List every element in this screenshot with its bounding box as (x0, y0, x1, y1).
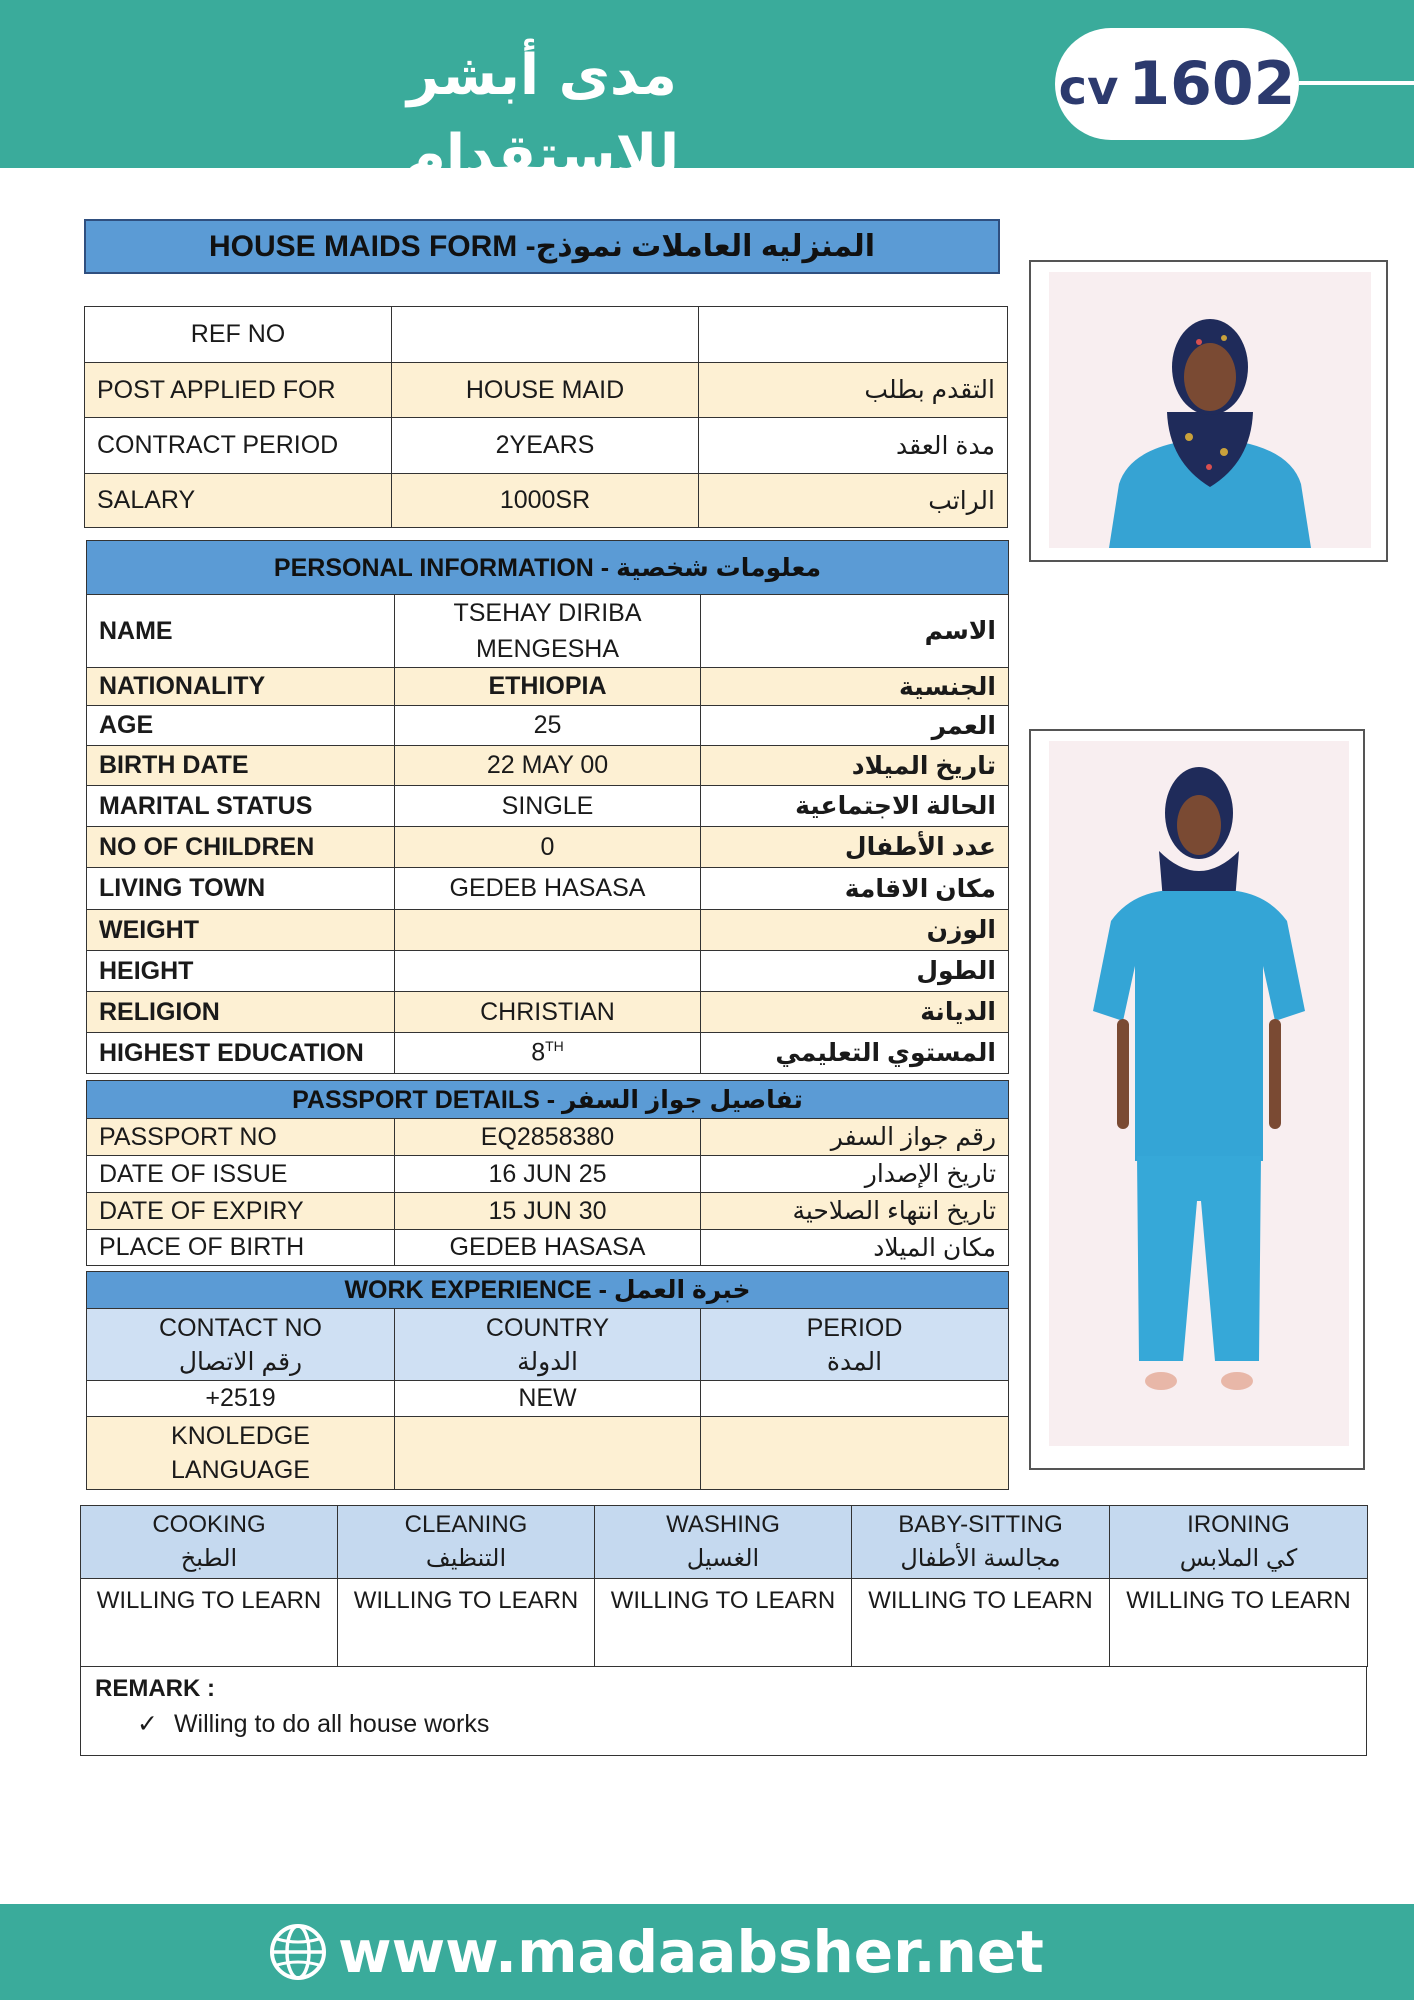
education-ar: المستوي التعليمي (701, 1033, 1009, 1074)
expiry-date-ar: تاريخ انتهاء الصلاحية (701, 1193, 1009, 1230)
table-row (87, 668, 1009, 706)
height-value (395, 951, 701, 992)
table-row (87, 1193, 1009, 1230)
passport-table (86, 1080, 1009, 1266)
skill-cleaning-header (338, 1506, 595, 1579)
remark-title: REMARK : (95, 1675, 215, 1702)
birth-date-value: 22 MAY 00 (395, 746, 701, 786)
age-ar: العمر (701, 706, 1009, 746)
skill-cleaning-en: CLEANING (404, 1511, 528, 1538)
ref-no-ar (699, 307, 1008, 363)
work-contact-header (87, 1309, 395, 1381)
language-extra (701, 1417, 1009, 1490)
education-value-number: 8 (531, 1038, 546, 1067)
height-label: HEIGHT (87, 951, 395, 992)
portrait-photo-drawing (1049, 272, 1371, 548)
contract-label: CONTRACT PERIOD (85, 418, 392, 474)
contract-ar: مدة العقد (699, 418, 1008, 474)
form-title (84, 219, 1000, 274)
cv-prefix: cv (1058, 60, 1119, 116)
skill-babysitting-en: BABY-SITTING (898, 1511, 1063, 1538)
table-row (87, 1033, 1009, 1074)
form-title-en: HOUSE MAIDS FORM (208, 229, 518, 263)
passport-no-value: EQ2858380 (395, 1119, 701, 1156)
check-icon: ✓ (137, 1710, 158, 1738)
nationality-ar: الجنسية (701, 668, 1009, 706)
contract-value: 2YEARS (392, 418, 699, 474)
ref-no-label: REF NO (85, 307, 392, 363)
nationality-value: ETHIOPIA (395, 668, 701, 706)
name-value (395, 595, 701, 668)
marital-value: SINGLE (395, 786, 701, 827)
salary-label: SALARY (85, 474, 392, 528)
skill-ironing-en: IRONING (1187, 1511, 1290, 1538)
full-body-photo-drawing (1049, 741, 1349, 1446)
language-value (395, 1417, 701, 1490)
table-row (87, 868, 1009, 910)
table-row (87, 706, 1009, 746)
issue-date-label: DATE OF ISSUE (87, 1156, 395, 1193)
skill-cooking-ar: الطبخ (180, 1545, 238, 1572)
table-row (87, 992, 1009, 1033)
language-label (87, 1417, 395, 1490)
table-row (85, 418, 1008, 474)
age-value: 25 (395, 706, 701, 746)
age-label: AGE (87, 706, 395, 746)
personal-section-header: PERSONAL INFORMATION - معلومات شخصية (87, 541, 1009, 595)
birth-place-label: PLACE OF BIRTH (87, 1230, 395, 1266)
table-row (87, 746, 1009, 786)
portrait-photo (1049, 272, 1371, 548)
period-header-ar: المدة (826, 1347, 883, 1376)
children-label: NO OF CHILDREN (87, 827, 395, 868)
table-row (87, 951, 1009, 992)
religion-ar: الديانة (701, 992, 1009, 1033)
living-town-label: LIVING TOWN (87, 868, 395, 910)
name-line-2: MENGESHA (475, 635, 620, 663)
table-row (87, 910, 1009, 951)
skill-cooking-header (81, 1506, 338, 1579)
education-value (395, 1033, 701, 1074)
marital-label: MARITAL STATUS (87, 786, 395, 827)
children-ar: عدد الأطفال (701, 827, 1009, 868)
basic-table (84, 306, 1008, 528)
nationality-label: NATIONALITY (87, 668, 395, 706)
country-value: NEW (395, 1381, 701, 1417)
cv-badge (1055, 28, 1299, 140)
weight-label: WEIGHT (87, 910, 395, 951)
period-value (701, 1381, 1009, 1417)
height-ar: الطول (701, 951, 1009, 992)
skills-table (80, 1505, 1368, 1667)
marital-ar: الحالة الاجتماعية (701, 786, 1009, 827)
skill-ironing-header (1110, 1506, 1368, 1579)
expiry-date-value: 15 JUN 30 (395, 1193, 701, 1230)
skill-cleaning-value: WILLING TO LEARN (338, 1579, 595, 1667)
name-line-1: TSEHAY DIRIBA (453, 599, 642, 627)
language-label-line-2: LANGUAGE (171, 1456, 310, 1484)
ref-no-value (392, 307, 699, 363)
brand-title: مدى أبشر للاستقدام (404, 43, 680, 188)
language-label-line-1: KNOLEDGE (171, 1422, 310, 1450)
passport-no-ar: رقم جواز السفر (701, 1119, 1009, 1156)
issue-date-value: 16 JUN 25 (395, 1156, 701, 1193)
table-row (87, 1119, 1009, 1156)
skill-washing-value: WILLING TO LEARN (595, 1579, 852, 1667)
birth-place-ar: مكان الميلاد (701, 1230, 1009, 1266)
living-town-value: GEDEB HASASA (395, 868, 701, 910)
children-value: 0 (395, 827, 701, 868)
skills-value-row (81, 1579, 1368, 1667)
birth-date-label: BIRTH DATE (87, 746, 395, 786)
table-row (87, 595, 1009, 668)
table-row (85, 363, 1008, 418)
education-label: HIGHEST EDUCATION (87, 1033, 395, 1074)
skill-washing-header (595, 1506, 852, 1579)
birth-place-value: GEDEB HASASA (395, 1230, 701, 1266)
globe-icon (268, 1922, 328, 1982)
contact-value: +2519 (87, 1381, 395, 1417)
work-country-header (395, 1309, 701, 1381)
skill-washing-ar: الغسيل (686, 1545, 760, 1572)
skill-washing-en: WASHING (666, 1511, 780, 1538)
remark-box (80, 1666, 1367, 1756)
issue-date-ar: تاريخ الإصدار (701, 1156, 1009, 1193)
country-header-ar: الدولة (517, 1347, 578, 1376)
skill-babysitting-header (852, 1506, 1110, 1579)
weight-value (395, 910, 701, 951)
post-label: POST APPLIED FOR (85, 363, 392, 418)
table-row (87, 827, 1009, 868)
name-label: NAME (87, 595, 395, 668)
table-row (87, 1381, 1009, 1417)
name-ar: الاسم (701, 595, 1009, 668)
table-row (87, 1417, 1009, 1490)
country-header-en: COUNTRY (485, 1313, 610, 1342)
work-section-header: WORK EXPERIENCE - خبرة العمل (87, 1272, 1009, 1309)
salary-value: 1000SR (392, 474, 699, 528)
work-header-row (87, 1309, 1009, 1381)
work-table (86, 1271, 1009, 1490)
birth-date-ar: تاريخ الميلاد (701, 746, 1009, 786)
work-period-header (701, 1309, 1009, 1381)
table-row (85, 307, 1008, 363)
expiry-date-label: DATE OF EXPIRY (87, 1193, 395, 1230)
religion-value: CHRISTIAN (395, 992, 701, 1033)
skill-babysitting-value: WILLING TO LEARN (852, 1579, 1110, 1667)
religion-label: RELIGION (87, 992, 395, 1033)
skills-header-row (81, 1506, 1368, 1579)
passport-no-label: PASSPORT NO (87, 1119, 395, 1156)
personal-table (86, 540, 1009, 1074)
post-value: HOUSE MAID (392, 363, 699, 418)
period-header-en: PERIOD (806, 1313, 903, 1342)
header-bar (0, 0, 1414, 188)
skill-cooking-value: WILLING TO LEARN (81, 1579, 338, 1667)
education-value-suffix: TH (545, 1038, 564, 1055)
badge-line (1299, 81, 1414, 85)
portrait-photo-frame (1029, 260, 1388, 562)
footer-bar (0, 1904, 1414, 2000)
skill-cooking-en: COOKING (152, 1511, 266, 1538)
table-row (87, 786, 1009, 827)
weight-ar: الوزن (701, 910, 1009, 951)
skill-cleaning-ar: التنظيف (425, 1545, 507, 1572)
skill-babysitting-ar: مجالسة الأطفال (900, 1545, 1061, 1572)
salary-ar: الراتب (699, 474, 1008, 528)
contact-header-ar: رقم الاتصال (178, 1347, 303, 1376)
contact-header-en: CONTACT NO (159, 1313, 322, 1342)
table-row (85, 474, 1008, 528)
skill-ironing-ar: كي الملابس (1179, 1545, 1298, 1572)
remark-text: Willing to do all house works (173, 1710, 490, 1738)
table-row (87, 1156, 1009, 1193)
skill-ironing-value: WILLING TO LEARN (1110, 1579, 1368, 1667)
remark-item (137, 1709, 1352, 1739)
cv-number: 1602 (1128, 49, 1296, 119)
full-body-photo (1049, 741, 1349, 1446)
form-title-ar: المنزليه العاملات نموذج- (525, 230, 876, 263)
living-town-ar: مكان الاقامة (701, 868, 1009, 910)
full-body-photo-frame (1029, 729, 1365, 1470)
website-link[interactable]: www.madaabsher.net (338, 1918, 1044, 1986)
table-row (87, 1230, 1009, 1266)
post-ar: التقدم بطلب (699, 363, 1008, 418)
passport-section-header: PASSPORT DETAILS - تفاصيل جواز السفر (87, 1081, 1009, 1119)
